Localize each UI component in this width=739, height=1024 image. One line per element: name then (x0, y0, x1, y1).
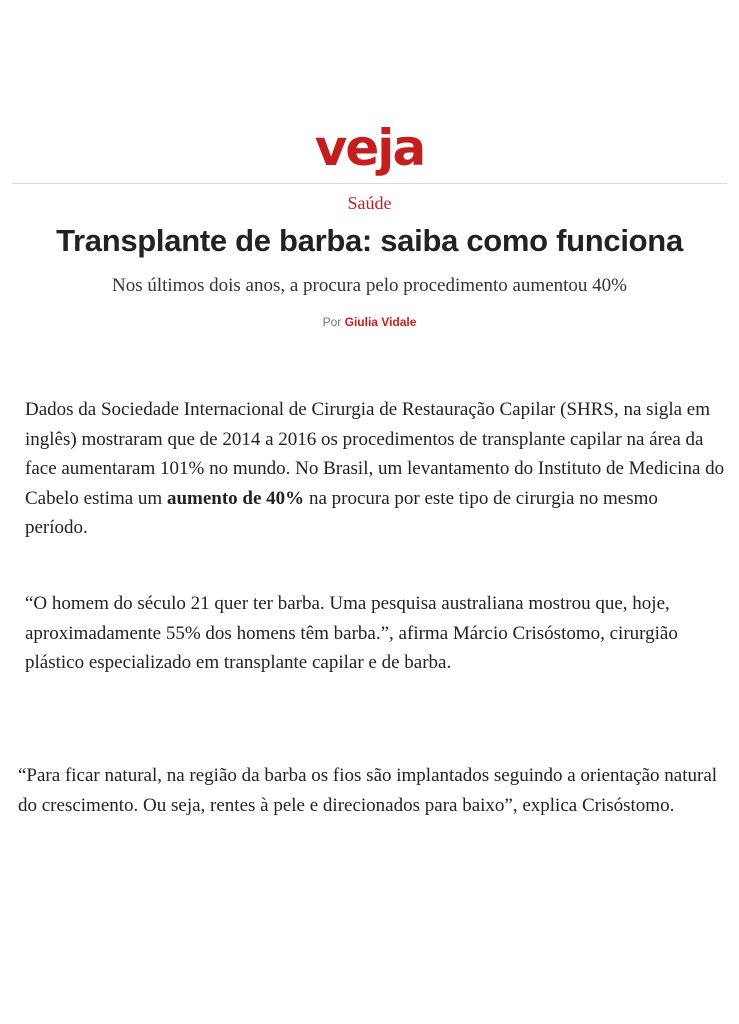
header-divider (12, 183, 727, 184)
paragraph-2: “O homem do século 21 quer ter barba. Uma pesquisa australiana mostrou que, hoje, aproximadamente 55% dos homens têm barba.”, afirma Márcio Crisóstomo, cirurgião plástico especializado em transplante capilar e de barba. (25, 593, 678, 673)
byline (0, 313, 739, 331)
section-label[interactable]: Saúde (347, 193, 392, 213)
paragraph-1 (25, 395, 725, 543)
article-title: Transplante de barba: saiba como funciona (56, 223, 683, 258)
paragraph-3: “Para ficar natural, na região da barba os fios são implantados seguindo a orientação natural do crescimento. Ou seja, rentes à pele e direcionados para baixo”, explica Crisóstomo. (18, 765, 718, 816)
article-subtitle: Nos últimos dois anos, a procura pelo procedimento aumentou 40% (111, 275, 627, 296)
paragraph-1-bold: aumento de 40% (166, 487, 305, 509)
paragraph-1-text-end: na procura por este tipo de cirurgia no mesmo período. (25, 487, 658, 538)
author-link[interactable]: Giulia Vidale (344, 315, 417, 329)
byline-prefix: Por (322, 315, 342, 329)
veja-logo[interactable]: veja (314, 119, 425, 177)
paragraph-1-text: Dados da Sociedade Internacional de Cirurgia de Restauração Capilar (SHRS, na sigla em inglês) mostraram que de 2014 a 2016 os procedimentos de transplante capilar na área da face aumentaram 101% no mundo. No Brasil, um levantamento do Instituto de Medicina do Cabelo estima um (25, 399, 725, 509)
